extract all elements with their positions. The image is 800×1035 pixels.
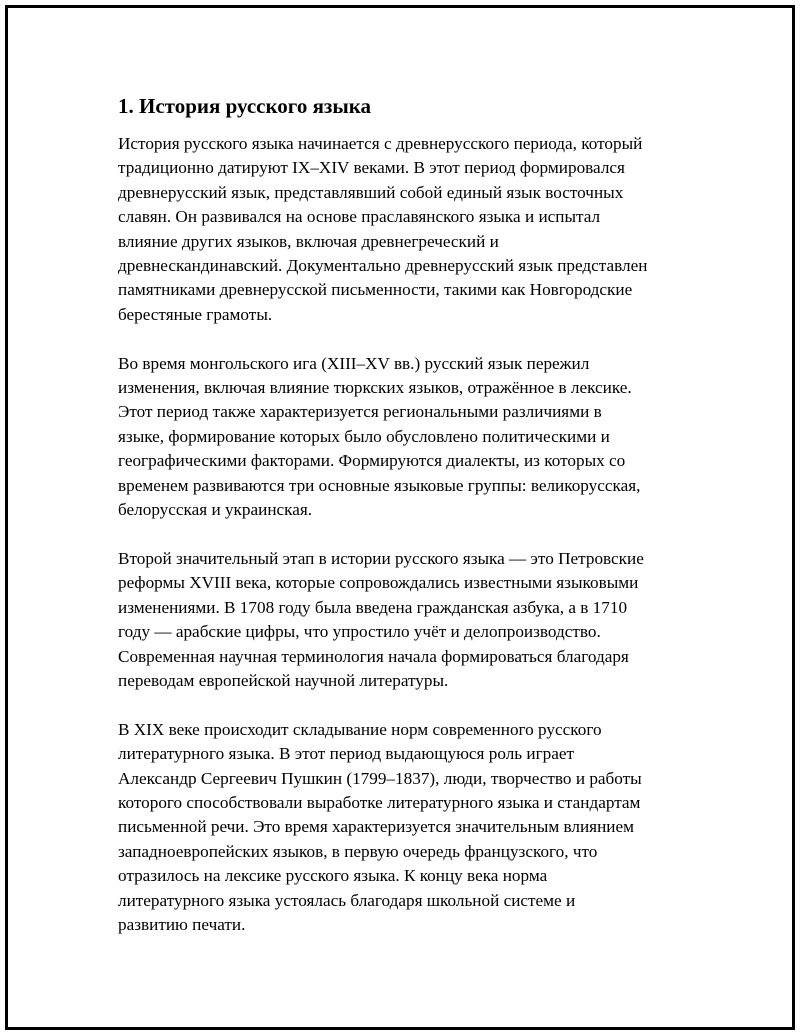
paragraph-line: географическими факторами. Формируются диалекты, из которых со: [118, 451, 626, 471]
paragraph-line: временем развиваются три основные языковые группы: великорусская,: [118, 475, 641, 495]
section-heading: 1. История русского языка: [118, 94, 372, 118]
paragraph-line: В XIX веке происходит складывание норм современного русского: [118, 719, 602, 739]
paragraph-line: Второй значительный этап в истории русского языка — это Петровские: [118, 548, 644, 568]
paragraph-line: литературного языка устоялась благодаря школьной системе и: [118, 890, 576, 910]
paragraph-line: древнерусский язык, представлявший собой единый язык восточных: [118, 182, 624, 202]
paragraph-4: [118, 718, 698, 938]
paragraph-line: отразилось на лексике русского языка. К концу века норма: [118, 866, 548, 886]
paragraph-line: письменной речи. Это время характеризуется значительным влиянием: [118, 817, 634, 837]
paragraphs-container: [118, 132, 698, 937]
paragraph-line: берестяные грамоты.: [118, 304, 273, 324]
paragraph-line: Александр Сергеевич Пушкин (1799–1837), люди, творчество и работы: [118, 768, 642, 788]
paragraph-line: белорусская и украинская.: [118, 500, 313, 520]
paragraph-line: реформы XVIII века, которые сопровождались известными языковыми: [118, 573, 639, 593]
paragraph-line: году — арабские цифры, что упростило учёт и делопроизводство.: [118, 622, 601, 642]
paragraph-line: западноевропейских языков, в первую очередь французского, что: [118, 841, 598, 861]
paragraph-line: изменения, включая влияние тюркских языков, отражённое в лексике.: [118, 378, 632, 398]
paragraph-line: языке, формирование которых было обусловлено политическими и: [118, 426, 610, 446]
paragraph-line: памятниками древнерусской письменности, такими как Новгородские: [118, 280, 633, 300]
paragraph-line: древнескандинавский. Документально древнерусский язык представлен: [118, 256, 648, 276]
document-content: [118, 92, 698, 937]
paragraph-line: литературного языка. В этот период выдающуюся роль играет: [118, 744, 575, 764]
paragraph-line: переводам европейской научной литературы.: [118, 670, 449, 690]
paragraph-line: Этот период также характеризуется региональными различиями в: [118, 402, 602, 422]
paragraph-line: Во время монгольского ига (XIII–XV вв.) русский язык пережил: [118, 353, 590, 373]
paragraph-line: Современная научная терминология начала формироваться благодаря: [118, 646, 629, 666]
paragraph-line: славян. Он развивался на основе праславянского языка и испытал: [118, 207, 601, 227]
paragraph-3: [118, 547, 698, 693]
paragraph-line: изменениями. В 1708 году была введена гражданская азбука, а в 1710: [118, 597, 628, 617]
paragraph-line: традиционно датируют IX–XIV веками. В этот период формировался: [118, 158, 625, 178]
paragraph-line: История русского языка начинается с древнерусского периода, который: [118, 134, 643, 153]
paragraph-line: развитию печати.: [118, 914, 246, 934]
paragraph-1: [118, 132, 698, 327]
paragraph-2: [118, 352, 698, 523]
paragraph-line: влияние других языков, включая древнегреческий и: [118, 231, 499, 251]
paragraph-line: которого способствовали выработке литературного языка и стандартам: [118, 792, 641, 812]
